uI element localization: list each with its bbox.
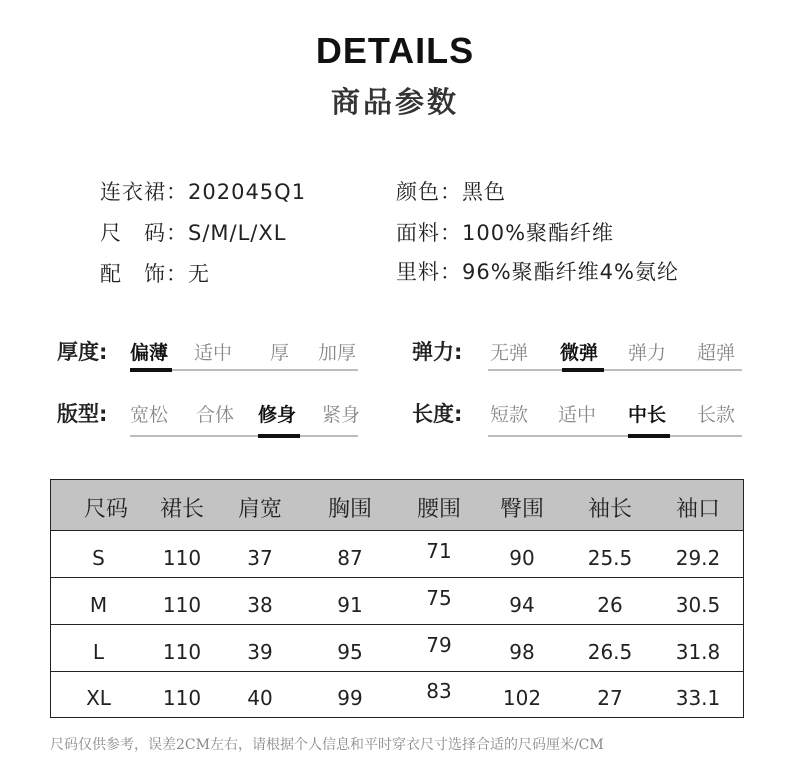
table-cell: 110	[162, 686, 202, 710]
table-cell: 99	[337, 686, 363, 710]
table-cell: 27	[597, 686, 623, 710]
table-cell: XL	[86, 686, 111, 710]
table-cell: 26	[597, 593, 623, 617]
thickness-label: 厚度:	[57, 340, 108, 364]
fit-option-slim: 修身	[258, 404, 297, 426]
table-cell: S	[92, 546, 105, 570]
length-label: 长度:	[412, 402, 463, 426]
header-dress-length: 裙长	[159, 497, 204, 522]
info-fabric: 面料：100%聚酯纤维	[396, 221, 615, 245]
fit-option-regular: 合体	[196, 404, 235, 426]
table-cell: 39	[247, 640, 273, 664]
size-table-header	[51, 480, 743, 531]
info-lining: 里料：96%聚酯纤维4%氨纶	[396, 260, 679, 284]
header-bust: 胸围	[327, 497, 372, 522]
table-row-m	[51, 578, 743, 624]
header-sleeve-length: 袖长	[587, 497, 632, 522]
page-title-cn: 商品参数	[330, 85, 459, 119]
stretch-option-stretch: 弹力	[628, 342, 667, 364]
table-cell: 38	[247, 593, 273, 617]
thickness-option-medium: 适中	[194, 342, 233, 364]
table-cell: 110	[162, 546, 202, 570]
table-cell: 29.2	[675, 546, 721, 570]
size-note: 尺码仅供参考，误差2CM左右，请根据个人信息和平时穿衣尺寸选择合适的尺码厘米/CM	[50, 737, 604, 753]
table-cell: 83	[426, 679, 452, 703]
table-cell: 37	[247, 546, 273, 570]
fit-option-tight: 紧身	[322, 404, 361, 426]
table-cell: 87	[337, 546, 363, 570]
info-accessories: 配 饰：无	[100, 262, 210, 286]
stretch-option-super: 超弹	[697, 342, 736, 364]
fit-option-loose: 宽松	[130, 404, 169, 426]
stretch-selected-marker	[562, 368, 604, 372]
fit-label: 版型:	[57, 402, 108, 426]
table-cell: 26.5	[587, 640, 633, 664]
length-selected-marker	[628, 434, 670, 438]
page-title-en: DETAILS	[315, 30, 475, 71]
header-shoulder: 肩宽	[237, 497, 282, 522]
header-waist: 腰围	[416, 497, 461, 522]
stretch-label: 弹力:	[412, 340, 463, 364]
table-cell: 31.8	[675, 640, 721, 664]
info-sizes: 尺 码：S/M/L/XL	[100, 221, 287, 245]
info-color: 颜色：黑色	[396, 180, 506, 204]
length-option-mid-long: 中长	[628, 404, 667, 426]
header-size: 尺码	[83, 497, 128, 522]
table-cell: 102	[502, 686, 542, 710]
table-cell: 98	[509, 640, 535, 664]
info-dress-code: 连衣裙：202045Q1	[100, 180, 307, 204]
table-cell: 71	[426, 539, 452, 563]
header-hip: 臀围	[499, 497, 544, 522]
table-cell: 40	[247, 686, 273, 710]
thickness-option-thick: 厚	[270, 342, 290, 364]
size-table	[50, 479, 744, 718]
thickness-option-extra-thick: 加厚	[318, 342, 357, 364]
table-cell: 33.1	[675, 686, 721, 710]
length-option-medium: 适中	[558, 404, 597, 426]
table-row-l	[51, 625, 743, 671]
thickness-selected-marker	[130, 368, 172, 372]
length-scale-line	[488, 435, 742, 437]
table-cell: 110	[162, 640, 202, 664]
stretch-scale-line	[488, 369, 742, 371]
header-cuff: 袖口	[675, 497, 720, 522]
table-cell: 95	[337, 640, 363, 664]
table-cell: 30.5	[675, 593, 721, 617]
table-cell: M	[89, 593, 108, 617]
table-cell: 90	[509, 546, 535, 570]
table-cell: 79	[426, 633, 452, 657]
length-option-long: 长款	[697, 404, 736, 426]
table-row-s	[51, 531, 743, 577]
table-cell: L	[92, 640, 105, 664]
stretch-option-slight: 微弹	[560, 342, 599, 364]
table-cell: 110	[162, 593, 202, 617]
length-option-short: 短款	[490, 404, 529, 426]
table-cell: 25.5	[587, 546, 633, 570]
thickness-option-thin: 偏薄	[130, 342, 169, 364]
fit-scale-line	[130, 435, 358, 437]
table-row-xl	[51, 672, 743, 717]
table-cell: 91	[337, 593, 363, 617]
stretch-option-none: 无弹	[490, 342, 529, 364]
table-cell: 75	[426, 586, 452, 610]
table-cell: 94	[509, 593, 535, 617]
fit-selected-marker	[258, 434, 300, 438]
